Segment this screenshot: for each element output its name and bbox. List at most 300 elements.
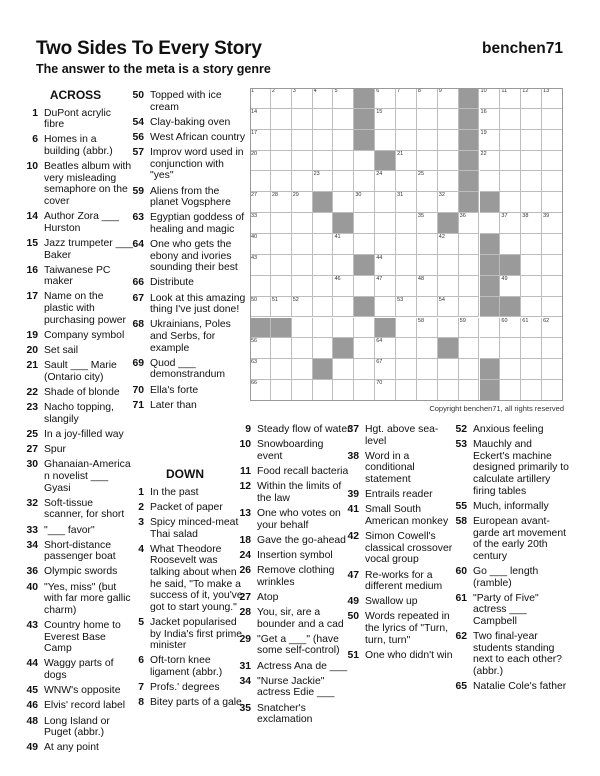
grid-cell[interactable] [271, 192, 292, 213]
grid-cell[interactable] [438, 276, 459, 297]
grid-cell[interactable] [333, 151, 354, 172]
across-clue[interactable] [18, 540, 133, 563]
grid-cell[interactable] [292, 359, 313, 380]
grid-cell[interactable] [271, 88, 292, 109]
cell-number: 67 [376, 359, 383, 366]
grid-cell[interactable] [417, 359, 438, 380]
clue-text: Words repeated in the lyrics of "Turn, turn, turn" [365, 611, 450, 646]
down-clue[interactable] [231, 565, 351, 588]
grid-cell[interactable] [542, 276, 563, 297]
grid-cell[interactable] [313, 380, 334, 401]
grid-cell[interactable] [396, 297, 417, 318]
grid-cell[interactable] [375, 359, 396, 380]
grid-cell[interactable] [313, 234, 334, 255]
grid-cell[interactable] [271, 276, 292, 297]
grid-cell[interactable] [250, 88, 271, 109]
grid-cell[interactable] [521, 255, 542, 276]
down-clue[interactable] [124, 502, 246, 514]
grid-cell[interactable] [521, 234, 542, 255]
grid-cell[interactable] [375, 380, 396, 401]
grid-cell[interactable] [500, 213, 521, 234]
grid-cell[interactable] [438, 151, 459, 172]
grid-cell[interactable] [438, 171, 459, 192]
grid-cell[interactable] [438, 297, 459, 318]
down-clue[interactable] [124, 517, 246, 540]
grid-cell[interactable] [542, 171, 563, 192]
grid-cell[interactable] [542, 130, 563, 151]
down-clue[interactable] [447, 593, 569, 628]
grid-cell[interactable] [250, 151, 271, 172]
grid-cell[interactable] [396, 318, 417, 339]
grid-cell[interactable] [271, 130, 292, 151]
grid-cell[interactable] [438, 255, 459, 276]
grid-cell[interactable] [459, 318, 480, 339]
down-clue[interactable] [231, 703, 351, 726]
grid-cell[interactable] [459, 255, 480, 276]
across-clue[interactable] [124, 239, 246, 274]
grid-cell[interactable] [333, 297, 354, 318]
clue-text: Look at this amazing thing I've just done! [150, 292, 246, 316]
grid-cell[interactable] [521, 109, 542, 130]
across-clue[interactable] [18, 238, 133, 261]
grid-cell[interactable] [396, 276, 417, 297]
grid-cell[interactable] [459, 276, 480, 297]
grid-cell[interactable] [542, 213, 563, 234]
down-clue[interactable] [447, 516, 569, 562]
down-clue[interactable] [231, 550, 351, 562]
grid-cell[interactable] [500, 380, 521, 401]
grid-cell[interactable] [354, 359, 375, 380]
across-clue[interactable] [18, 211, 133, 234]
grid-cell[interactable] [292, 109, 313, 130]
cell-number: 46 [334, 275, 341, 282]
across-clue[interactable] [18, 291, 133, 326]
grid-cell[interactable] [375, 276, 396, 297]
across-clue[interactable] [124, 132, 246, 144]
grid-cell[interactable] [250, 276, 271, 297]
grid-cell[interactable] [417, 130, 438, 151]
down-clue[interactable] [124, 697, 246, 709]
grid-cell[interactable] [459, 234, 480, 255]
down-clue[interactable] [447, 631, 569, 677]
down-clue[interactable] [124, 617, 246, 652]
grid-cell[interactable] [500, 130, 521, 151]
grid-cell[interactable] [271, 380, 292, 401]
grid-cell[interactable] [417, 192, 438, 213]
copyright-notice: Copyright benchen71, all rights reserved [429, 404, 564, 413]
grid-cell[interactable] [250, 109, 271, 130]
grid-cell[interactable] [500, 338, 521, 359]
grid-cell[interactable] [396, 130, 417, 151]
down-clue[interactable] [231, 661, 351, 673]
grid-cell[interactable] [542, 380, 563, 401]
grid-cell[interactable] [417, 297, 438, 318]
down-clue[interactable] [231, 481, 351, 504]
grid-cell[interactable] [354, 213, 375, 234]
grid-cell[interactable] [250, 130, 271, 151]
down-clue[interactable] [231, 592, 351, 604]
grid-cell[interactable] [375, 234, 396, 255]
grid-cell[interactable] [542, 318, 563, 339]
grid-cell[interactable] [375, 88, 396, 109]
across-clue[interactable] [18, 716, 133, 739]
grid-cell[interactable] [313, 151, 334, 172]
grid-cell[interactable] [313, 109, 334, 130]
grid-cell[interactable] [542, 192, 563, 213]
grid-cell[interactable] [542, 359, 563, 380]
across-clue[interactable] [124, 277, 246, 289]
grid-cell[interactable] [459, 338, 480, 359]
grid-cell[interactable] [354, 192, 375, 213]
grid-cell[interactable] [521, 151, 542, 172]
grid-cell[interactable] [438, 109, 459, 130]
across-clue[interactable] [124, 358, 246, 381]
grid-cell[interactable] [313, 130, 334, 151]
grid-cell[interactable] [500, 192, 521, 213]
grid-cell[interactable] [333, 171, 354, 192]
grid-cell[interactable] [313, 338, 334, 359]
clue-text: Shade of blonde [44, 387, 120, 398]
across-clue[interactable] [18, 429, 133, 441]
grid-cell[interactable] [250, 234, 271, 255]
grid-cell[interactable] [333, 88, 354, 109]
down-clue[interactable] [447, 424, 569, 436]
clue-number: 30 [26, 459, 38, 471]
grid-cell[interactable] [521, 318, 542, 339]
down-clues-column-3 [339, 424, 454, 665]
grid-cell[interactable] [354, 380, 375, 401]
down-clue[interactable] [124, 544, 246, 614]
down-clue[interactable] [339, 596, 454, 608]
grid-cell[interactable] [396, 171, 417, 192]
grid-cell[interactable] [250, 255, 271, 276]
grid-cell[interactable] [333, 359, 354, 380]
grid-cell[interactable] [271, 171, 292, 192]
clue-text: Author Zora ___ Hurston [44, 211, 120, 234]
across-clue[interactable] [18, 402, 133, 425]
cell-number: 25 [417, 171, 425, 178]
grid-cell[interactable] [354, 338, 375, 359]
across-clue[interactable] [124, 90, 246, 113]
down-clue[interactable] [231, 535, 351, 547]
grid-cell[interactable] [459, 297, 480, 318]
grid-cell[interactable] [521, 88, 542, 109]
grid-cell[interactable] [459, 359, 480, 380]
across-clue[interactable] [18, 459, 133, 494]
down-clue[interactable] [231, 607, 351, 630]
down-clue[interactable] [124, 682, 246, 694]
cell-number: 41 [334, 234, 341, 241]
grid-cell[interactable] [396, 213, 417, 234]
grid-cell[interactable] [396, 359, 417, 380]
grid-cell[interactable] [354, 151, 375, 172]
grid-cell[interactable] [500, 109, 521, 130]
grid-cell[interactable] [459, 213, 480, 234]
grid-cell[interactable] [438, 318, 459, 339]
across-clue[interactable] [18, 742, 133, 754]
clue-number: 14 [26, 211, 38, 223]
across-clue[interactable] [18, 582, 133, 617]
grid-cell[interactable] [375, 213, 396, 234]
across-clue[interactable] [124, 147, 246, 182]
grid-cell[interactable] [438, 380, 459, 401]
grid-cell[interactable] [292, 318, 313, 339]
grid-cell[interactable] [521, 192, 542, 213]
across-clue[interactable] [18, 161, 133, 207]
grid-cell[interactable] [542, 297, 563, 318]
cell-number: 28 [271, 192, 278, 199]
grid-cell[interactable] [417, 338, 438, 359]
down-clue[interactable] [231, 634, 351, 657]
across-clue[interactable] [124, 117, 246, 129]
grid-cell[interactable] [250, 192, 271, 213]
grid-cell[interactable] [417, 109, 438, 130]
down-clue[interactable] [124, 655, 246, 678]
grid-cell[interactable] [271, 234, 292, 255]
down-clue[interactable] [339, 570, 454, 593]
grid-cell[interactable] [375, 171, 396, 192]
grid-cell[interactable] [480, 109, 501, 130]
down-clue[interactable] [339, 504, 454, 527]
grid-cell[interactable] [417, 213, 438, 234]
grid-cell[interactable] [333, 130, 354, 151]
down-clue[interactable] [447, 501, 569, 513]
grid-cell[interactable] [333, 234, 354, 255]
clue-text: European avant-garde art movement of the early 20th century [473, 515, 566, 562]
down-clue[interactable] [447, 439, 569, 497]
across-clue[interactable] [18, 444, 133, 456]
grid-cell[interactable] [313, 255, 334, 276]
grid-cell[interactable] [417, 318, 438, 339]
grid-cell[interactable] [292, 297, 313, 318]
down-clue[interactable] [339, 531, 454, 566]
grid-cell[interactable] [542, 151, 563, 172]
black-square [480, 297, 501, 318]
grid-cell[interactable] [271, 359, 292, 380]
across-clue[interactable] [124, 385, 246, 397]
grid-cell[interactable] [354, 276, 375, 297]
clue-number: 43 [26, 620, 38, 632]
grid-cell[interactable] [292, 338, 313, 359]
across-clue[interactable] [18, 108, 133, 131]
grid-cell[interactable] [396, 234, 417, 255]
grid-cell[interactable] [396, 338, 417, 359]
grid-cell[interactable] [333, 318, 354, 339]
grid-cell[interactable] [396, 151, 417, 172]
grid-cell[interactable] [375, 297, 396, 318]
grid-cell[interactable] [292, 88, 313, 109]
grid-cell[interactable] [333, 380, 354, 401]
grid-cell[interactable] [521, 338, 542, 359]
grid-cell[interactable] [375, 255, 396, 276]
grid-cell[interactable] [521, 130, 542, 151]
grid-cell[interactable] [292, 255, 313, 276]
grid-cell[interactable] [292, 213, 313, 234]
grid-cell[interactable] [271, 151, 292, 172]
cell-number: 24 [376, 171, 383, 178]
grid-cell[interactable] [500, 234, 521, 255]
grid-cell[interactable] [375, 130, 396, 151]
grid-cell[interactable] [250, 359, 271, 380]
grid-cell[interactable] [500, 359, 521, 380]
across-clue[interactable] [18, 498, 133, 521]
cell-number: 49 [501, 275, 508, 282]
grid-cell[interactable] [417, 380, 438, 401]
grid-cell[interactable] [417, 88, 438, 109]
grid-cell[interactable] [480, 151, 501, 172]
across-clue[interactable] [124, 293, 246, 316]
clue-text: Set sail [44, 345, 79, 357]
grid-cell[interactable] [500, 171, 521, 192]
grid-cell[interactable] [480, 171, 501, 192]
grid-cell[interactable] [521, 297, 542, 318]
grid-cell[interactable] [333, 255, 354, 276]
cell-number: 10 [480, 88, 487, 94]
grid-cell[interactable] [313, 213, 334, 234]
grid-cell[interactable] [333, 109, 354, 130]
grid-cell[interactable] [292, 130, 313, 151]
down-clue[interactable] [447, 681, 569, 693]
grid-cell[interactable] [438, 88, 459, 109]
grid-cell[interactable] [292, 151, 313, 172]
grid-cell[interactable] [271, 213, 292, 234]
grid-cell[interactable] [542, 255, 563, 276]
grid-cell[interactable] [480, 213, 501, 234]
grid-cell[interactable] [521, 359, 542, 380]
grid-cell[interactable] [542, 88, 563, 109]
down-clue[interactable] [339, 424, 454, 447]
grid-cell[interactable] [480, 130, 501, 151]
grid-cell[interactable] [417, 151, 438, 172]
black-square [354, 130, 375, 151]
down-clue[interactable] [339, 611, 454, 646]
grid-cell[interactable] [250, 213, 271, 234]
grid-cell[interactable] [438, 359, 459, 380]
grid-cell[interactable] [521, 171, 542, 192]
across-clue[interactable] [18, 685, 133, 697]
grid-cell[interactable] [354, 318, 375, 339]
grid-cell[interactable] [396, 88, 417, 109]
down-clue[interactable] [231, 676, 351, 699]
clue-text: Atop [257, 591, 279, 603]
down-clue[interactable] [339, 451, 454, 486]
across-clue[interactable] [18, 330, 133, 342]
down-clue[interactable] [339, 489, 454, 501]
grid-cell[interactable] [438, 234, 459, 255]
down-clue[interactable] [231, 508, 351, 531]
across-clue[interactable] [124, 186, 246, 209]
grid-cell[interactable] [500, 88, 521, 109]
grid-cell[interactable] [271, 109, 292, 130]
grid-cell[interactable] [438, 130, 459, 151]
grid-cell[interactable] [375, 338, 396, 359]
cell-number: 60 [501, 317, 508, 324]
across-clue[interactable] [124, 212, 246, 235]
grid-cell[interactable] [271, 338, 292, 359]
grid-cell[interactable] [250, 297, 271, 318]
cell-number: 35 [417, 213, 425, 220]
down-clue[interactable] [447, 566, 569, 589]
grid-cell[interactable] [396, 192, 417, 213]
grid-cell[interactable] [500, 276, 521, 297]
grid-cell[interactable] [250, 380, 271, 401]
down-clue[interactable] [231, 466, 351, 478]
grid-cell[interactable] [375, 109, 396, 130]
cell-number: 15 [376, 108, 383, 115]
grid-cell[interactable] [417, 171, 438, 192]
grid-cell[interactable] [500, 151, 521, 172]
grid-cell[interactable] [438, 192, 459, 213]
grid-cell[interactable] [292, 171, 313, 192]
down-clue[interactable] [124, 487, 246, 499]
across-clue[interactable] [18, 134, 133, 157]
grid-cell[interactable] [292, 192, 313, 213]
down-clue[interactable] [231, 424, 351, 436]
across-clue[interactable] [124, 400, 246, 412]
across-clue[interactable] [18, 700, 133, 712]
across-clue[interactable] [18, 387, 133, 399]
grid-cell[interactable] [313, 297, 334, 318]
clue-text: Go ___ length (ramble) [473, 565, 539, 589]
across-clue[interactable] [18, 658, 133, 681]
grid-cell[interactable] [417, 234, 438, 255]
grid-cell[interactable] [271, 297, 292, 318]
grid-cell[interactable] [542, 338, 563, 359]
across-clue[interactable] [18, 566, 133, 578]
grid-cell[interactable] [292, 276, 313, 297]
clue-text: Snowboarding event [257, 439, 324, 462]
grid-cell[interactable] [354, 171, 375, 192]
grid-cell[interactable] [542, 109, 563, 130]
grid-cell[interactable] [313, 88, 334, 109]
grid-cell[interactable] [313, 318, 334, 339]
across-clue[interactable] [124, 319, 246, 354]
grid-cell[interactable] [292, 234, 313, 255]
down-clue[interactable] [231, 439, 351, 462]
grid-cell[interactable] [375, 192, 396, 213]
grid-cell[interactable] [354, 234, 375, 255]
across-clue[interactable] [18, 265, 133, 288]
grid-cell[interactable] [521, 276, 542, 297]
across-clue[interactable] [18, 525, 133, 537]
grid-cell[interactable] [521, 213, 542, 234]
across-clue[interactable] [18, 345, 133, 357]
across-clue[interactable] [18, 620, 133, 655]
grid-cell[interactable] [250, 338, 271, 359]
grid-cell[interactable] [396, 109, 417, 130]
grid-cell[interactable] [333, 192, 354, 213]
grid-cell[interactable] [459, 380, 480, 401]
grid-cell[interactable] [417, 276, 438, 297]
grid-cell[interactable] [480, 318, 501, 339]
across-clue[interactable] [18, 360, 133, 383]
grid-cell[interactable] [271, 255, 292, 276]
grid-cell[interactable] [417, 255, 438, 276]
grid-cell[interactable] [396, 380, 417, 401]
down-clue[interactable] [339, 650, 454, 662]
grid-cell[interactable] [500, 318, 521, 339]
grid-cell[interactable] [480, 338, 501, 359]
grid-cell[interactable] [542, 234, 563, 255]
grid-cell[interactable] [313, 276, 334, 297]
grid-cell[interactable] [250, 171, 271, 192]
grid-cell[interactable] [333, 276, 354, 297]
grid-cell[interactable] [396, 255, 417, 276]
grid-cell[interactable] [521, 380, 542, 401]
grid-cell[interactable] [480, 88, 501, 109]
grid-cell[interactable] [313, 171, 334, 192]
grid-cell[interactable] [292, 380, 313, 401]
